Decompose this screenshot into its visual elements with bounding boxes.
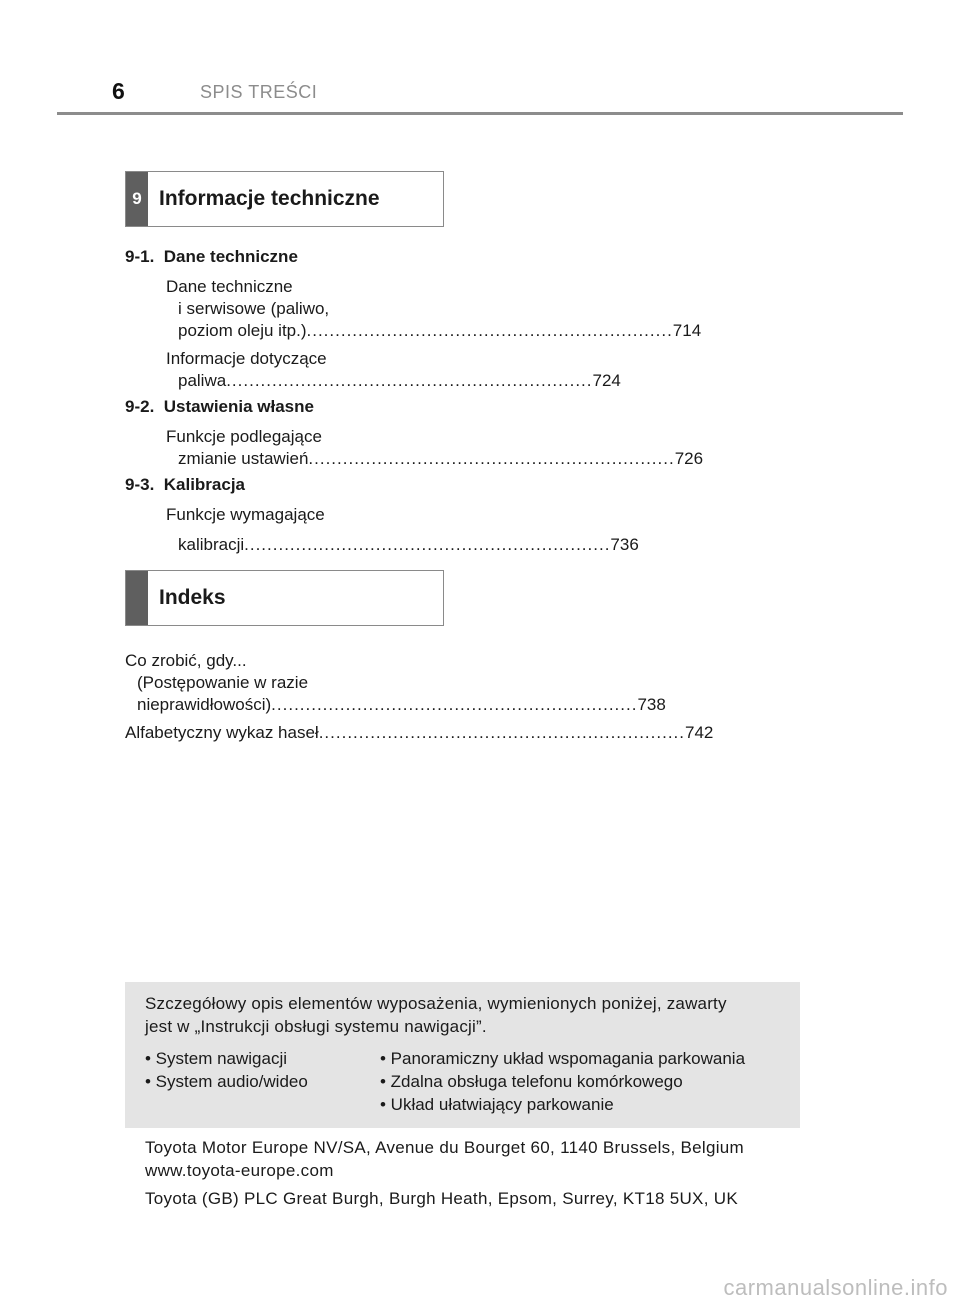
toc-entry-custom-settings[interactable]: zmianie ustawień ................................................................ 726 [178,449,704,468]
address-line-uk: Toyota (GB) PLC Great Burgh, Burgh Heath, Epsom, Surrey, KT18 5UX, UK [145,1189,738,1208]
toc-entry-line: (Postępowanie w razie [137,673,309,692]
section-9-header [125,171,444,227]
toc-entry-fuel-data[interactable]: poziom oleju itp.) ................................................................ 714 [178,321,702,340]
toc-entry-line: Informacje dotyczące [166,349,327,368]
section-9-tab: 9 [126,172,148,226]
watermark: carmanualsonline.info [723,1275,948,1300]
bullet-item: • System nawigacji [145,1049,288,1068]
index-title: Indeks [159,586,226,609]
toc-entry-calibration[interactable]: kalibracji ................................................................ 736 [178,535,639,554]
page-number: 6 [112,78,125,104]
navigation-note-box [125,982,800,1128]
bullet-item: • Zdalna obsługa telefonu komórkowego [380,1072,683,1091]
bullet-item: • Panoramiczny układ wspomagania parkowania [380,1049,746,1068]
toc-entry-line: Funkcje wymagające [166,505,325,524]
toc-entry-line: Funkcje podlegające [166,427,322,446]
note-text-line: jest w „Instrukcji obsługi systemu nawigacji”. [145,1017,487,1036]
toc-entry-line: Dane techniczne [166,277,293,296]
page-header-title: SPIS TREŚCI [200,82,318,102]
toc-group-9-2[interactable]: 9-2. Ustawienia własne [125,397,314,416]
note-text-line: Szczegółowy opis elementów wyposażenia, wymienionych poniżej, zawarty [145,994,727,1013]
website-link[interactable]: www.toyota-europe.com [145,1161,334,1180]
header-divider [57,112,903,115]
toc-entry-troubleshooting[interactable]: nieprawidłowości) ................................................................ 738 [137,695,666,714]
bullet-item: • Układ ułatwiający parkowanie [380,1095,614,1114]
index-header [125,570,444,626]
index-tab [126,571,148,625]
bullet-item: • System audio/wideo [145,1072,308,1091]
toc-group-9-3[interactable]: 9-3. Kalibracja [125,475,246,494]
address-line-europe: Toyota Motor Europe NV/SA, Avenue du Bourget 60, 1140 Brussels, Belgium [145,1138,745,1157]
toc-entry-fuel-info[interactable]: paliwa ................................................................ 724 [178,371,621,390]
toc-group-9-1[interactable]: 9-1. Dane techniczne [125,247,298,266]
section-9-title: Informacje techniczne [159,187,380,210]
note-text [145,992,785,1038]
toc-entry-alphabetical-index[interactable]: Alfabetyczny wykaz haseł ................................................................ 742 [125,723,714,742]
toc-entry-line: Co zrobić, gdy... [125,651,247,670]
toc-entry-line: i serwisowe (paliwo, [178,299,330,318]
